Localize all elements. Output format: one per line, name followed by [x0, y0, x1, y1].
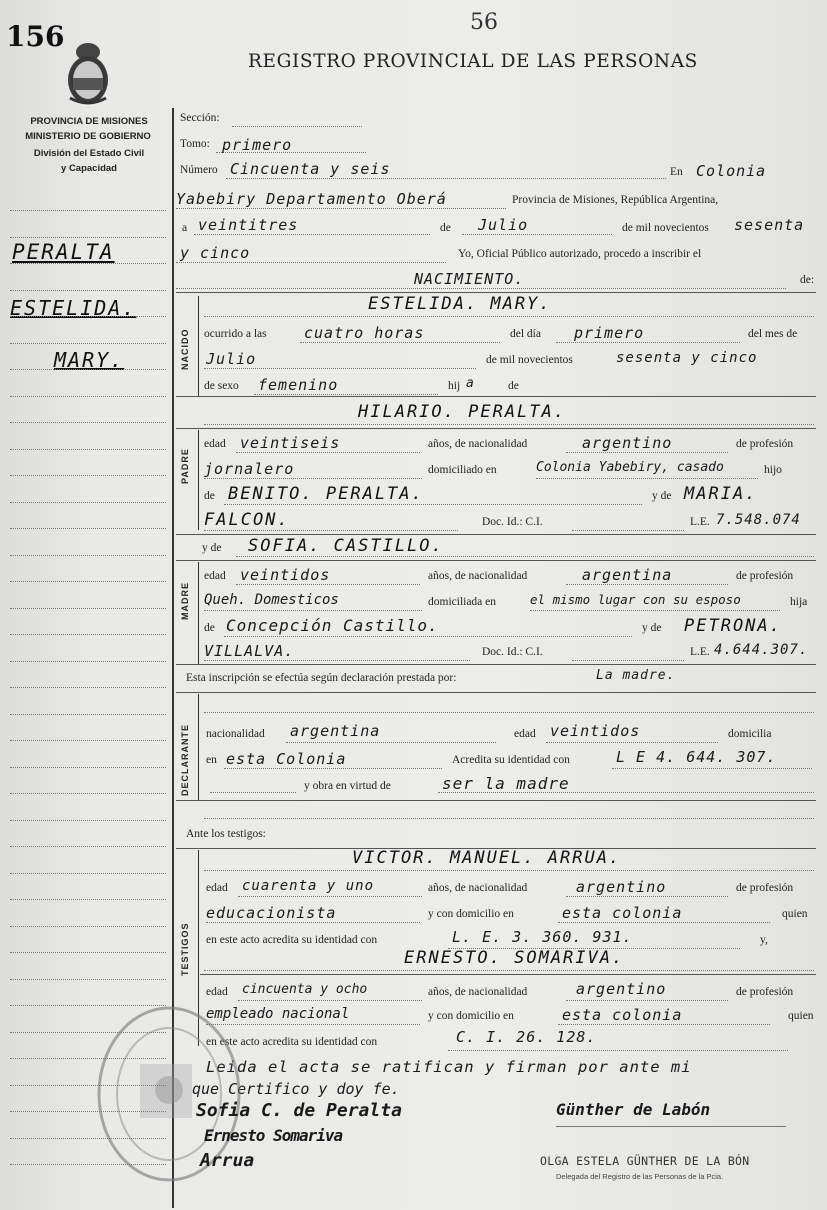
t2-doc: C. I. 26. 128. [456, 1028, 597, 1046]
lugar-line [176, 208, 506, 209]
t1-dom-line [558, 922, 770, 923]
margin-line [10, 952, 166, 953]
t1-edad: cuarenta y uno [242, 878, 375, 894]
ante-testigos: Ante los testigos: [186, 828, 266, 840]
t1-edad-label: edad [206, 882, 228, 894]
decl-edad-label: edad [514, 728, 536, 740]
mes-nac-value: Julio [206, 350, 257, 368]
madre-nombre: SOFIA. CASTILLO. [248, 536, 444, 556]
t2-dom-label: y con domicilio en [428, 1010, 514, 1022]
testigos-label: TESTIGOS [180, 922, 190, 976]
nacido-label: NACIDO [180, 328, 190, 370]
document-title: REGISTRO PROVINCIAL DE LAS PERSONAS [248, 51, 698, 72]
page-number-top: 56 [470, 10, 498, 35]
nacido-top-line [176, 292, 816, 293]
madre-divider [198, 562, 199, 664]
signature-3: Ernesto Somariva [204, 1126, 343, 1145]
padre-prof-label: de profesión [736, 438, 794, 450]
madre-label: MADRE [180, 582, 190, 620]
t2-prof: empleado nacional [206, 1006, 350, 1022]
t1-quien-label: quien [782, 908, 808, 920]
testigo1-line [204, 870, 814, 871]
padre-prof-line [204, 478, 422, 479]
madre-le-label: L.E. [690, 646, 710, 658]
padre-divider [198, 430, 199, 530]
hijo-label: hijo [764, 464, 782, 476]
anio-2: y cinco [180, 244, 251, 262]
margin-line [10, 1032, 166, 1033]
margin-line [10, 1058, 166, 1059]
t2-doc-line [448, 1050, 788, 1051]
left-header-line2: MINISTERIO DE GOBIERNO [25, 131, 151, 142]
madre-nac-line [566, 584, 728, 585]
cierre-1: Leida el acta se ratifican y firman por ante mi [206, 1058, 692, 1076]
sexo-line [254, 394, 438, 395]
decl-dash-line [210, 792, 296, 793]
y-de-madre-label: y de [202, 542, 222, 554]
y-de-label: y de [652, 490, 672, 502]
abuelo: BENITO. PERALTA. [228, 484, 424, 504]
t2-nac-line [566, 1000, 728, 1001]
hij-suffix: a [466, 376, 475, 391]
madre-bottom-line [176, 664, 816, 665]
margin-line [10, 369, 166, 370]
t1-prof-line [206, 922, 420, 923]
abuela-m-1: PETRONA. [684, 616, 782, 636]
margin-line [10, 634, 166, 635]
declarante-blank-line [204, 712, 814, 713]
a-label: a [182, 222, 188, 234]
padre-edad-line [236, 452, 420, 453]
margin-line [10, 1164, 166, 1165]
padre-nac-line [566, 452, 728, 453]
dia-nac-line [556, 342, 740, 343]
t2-nac: argentino [576, 980, 667, 998]
margin-line [10, 210, 166, 211]
abuela-1: MARIA. [684, 484, 758, 504]
margin-line [10, 502, 166, 503]
sexo-value: femenino [258, 376, 339, 394]
de-mil-label: de mil novecientos [622, 222, 709, 234]
nombre-value: ESTELIDA. MARY. [368, 294, 552, 314]
acto-value: NACIMIENTO. [414, 270, 525, 288]
t2-dom-line [558, 1024, 770, 1025]
padre-ci-line [572, 530, 684, 531]
dia-line [194, 234, 430, 235]
coat-of-arms-icon [60, 38, 116, 108]
margin-line [10, 740, 166, 741]
margin-line [10, 1111, 166, 1112]
t1-acto-label: en este acto acredita su identidad con [206, 934, 378, 946]
margin-line [10, 608, 166, 609]
madre-ci-line [572, 660, 684, 661]
inscripcion-text: Esta inscripción se efectúa según declaración prestada por: [186, 672, 457, 684]
margin-line [10, 290, 166, 291]
declarante-top-line [176, 692, 816, 693]
decl-dom-line [224, 768, 442, 769]
de-madre-pre-label: de [204, 622, 215, 634]
del-dia-label: del día [510, 328, 541, 340]
t1-nac-label: años, de nacionalidad [428, 882, 528, 894]
margin-line [10, 899, 166, 900]
padre-nac-label: años, de nacionalidad [428, 438, 528, 450]
abuelo-m: Concepción Castillo. [226, 616, 439, 635]
abuela-m-2: VILLALVA. [204, 642, 295, 660]
decl-nac: argentina [290, 722, 381, 740]
anio2-line [176, 262, 446, 263]
madre-prof-label: de profesión [736, 570, 794, 582]
hora-value: cuatro horas [304, 324, 425, 342]
dia-nac-value: primero [574, 324, 645, 342]
del-mes-label: del mes de [748, 328, 798, 340]
decl-doc: L E 4. 644. 307. [616, 748, 777, 766]
madre-nombre-line [236, 556, 814, 557]
signature-2: Günther de Labón [556, 1100, 711, 1119]
mes-line [462, 234, 612, 235]
hija-label: hija [790, 596, 808, 608]
margin-line [10, 1085, 166, 1086]
mes-nac-line [204, 368, 476, 369]
anio-nac-value: sesenta y cinco [616, 350, 758, 366]
margin-line [10, 528, 166, 529]
provincia-text: Provincia de Misiones, República Argentina, [512, 194, 719, 206]
t1-prof-label: de profesión [736, 882, 794, 894]
margin-line [10, 396, 166, 397]
margin-line [10, 422, 166, 423]
padre-prof: jornalero [204, 460, 295, 478]
madre-nac-label: años, de nacionalidad [428, 570, 528, 582]
left-header-line1: PROVINCIA DE MISIONES [30, 116, 148, 127]
abuelo-m-line [224, 636, 632, 637]
margin-line [10, 714, 166, 715]
padre-doc-label: Doc. Id.: C.I. [482, 516, 543, 528]
madre-edad-line [236, 584, 420, 585]
padre-le-label: L.E. [690, 516, 710, 528]
decl-nac-label: nacionalidad [206, 728, 265, 740]
t1-nac: argentino [576, 878, 667, 896]
testigo2-section-line [200, 974, 816, 975]
t2-edad-label: edad [206, 986, 228, 998]
padre-bottom-line [176, 534, 816, 535]
decl-en-label: en [206, 754, 217, 766]
margin-line [10, 820, 166, 821]
padre-edad-label: edad [204, 438, 226, 450]
de-mil2-label: de mil novecientos [486, 354, 573, 366]
madre-edad: veintidos [240, 566, 331, 584]
cierre-2: que Certifico y doy fe. [192, 1080, 400, 1098]
testigo2: ERNESTO. SOMARIVA. [404, 948, 625, 968]
declarante-value: La madre. [596, 668, 676, 683]
margin-line [10, 926, 166, 927]
t2-prof-label: de profesión [736, 986, 794, 998]
de-sexo-label: de sexo [204, 380, 239, 392]
signature-1: Sofia C. de Peralta [196, 1100, 402, 1121]
padre-le: 7.548.074 [716, 512, 801, 528]
blank-line-1 [204, 818, 814, 819]
nacido-divider [198, 296, 199, 396]
ocurrido-label: ocurrido a las [204, 328, 267, 340]
madre-dom-label: domiciliada en [428, 596, 497, 608]
yo-text: Yo, Oficial Público autorizado, procedo a inscribir el [458, 248, 702, 260]
t2-nac-label: años, de nacionalidad [428, 986, 528, 998]
madre-edad-label: edad [204, 570, 226, 582]
testigo1: VICTOR. MANUEL. ARRUA. [352, 848, 622, 868]
official-name: OLGA ESTELA GÜNTHER DE LA BÓN [540, 1154, 750, 1168]
padre-label: PADRE [180, 448, 190, 484]
madre-prof-line [204, 610, 422, 611]
t1-dom-label: y con domicilio en [428, 908, 514, 920]
padre-section-line [176, 428, 816, 429]
nombre-line [204, 316, 814, 317]
padre-dom-line [536, 478, 758, 479]
t1-edad-line [238, 896, 422, 897]
madre-dom: el mismo lugar con su esposo [530, 592, 741, 607]
margin-line [10, 343, 166, 344]
lugar-1: Colonia [696, 162, 767, 180]
abuelo-line [224, 504, 642, 505]
t1-dom: esta colonia [562, 904, 683, 922]
decl-doc-line [612, 768, 812, 769]
margin-line [10, 1005, 166, 1006]
numero-label: Número [180, 164, 218, 176]
margin-line [10, 449, 166, 450]
y-coma-label: y, [760, 934, 768, 946]
margin-line [10, 767, 166, 768]
acto-line [176, 288, 786, 289]
hora-line [300, 342, 500, 343]
declarante-label: DECLARANTE [180, 724, 190, 796]
official-title: Delegada del Registro de las Personas de la Pcia. [556, 1172, 724, 1181]
signature-4: Arrua [200, 1150, 255, 1171]
page-number-left: 156 [6, 20, 65, 53]
mes-value: Julio [478, 216, 529, 234]
numero-line [226, 178, 666, 179]
margin-line [10, 316, 166, 317]
seccion-label: Sección: [180, 112, 220, 124]
madre-nac: argentina [582, 566, 673, 584]
de-label: de [440, 222, 451, 234]
t2-edad: cincuenta y ocho [242, 982, 368, 997]
abuela-m2-line [204, 660, 470, 661]
madre-le: 4.644.307. [714, 642, 809, 658]
lugar-2: Yabebiry Departamento Oberá [176, 190, 447, 208]
official-signature-line [556, 1126, 786, 1127]
de2-label: de [508, 380, 519, 392]
padre-edad: veintiseis [240, 434, 341, 452]
seccion-line [232, 126, 362, 127]
madre-section-line [176, 560, 816, 561]
abuela2-line [204, 530, 458, 531]
obra-label: y obra en virtud de [304, 780, 391, 792]
margin-line [10, 555, 166, 556]
de-colon-label: de: [800, 274, 815, 286]
acredita-label: Acredita su identidad con [452, 754, 570, 766]
margin-line [10, 581, 166, 582]
t1-nac-line [566, 896, 728, 897]
declarante-bottom-line [176, 800, 816, 801]
madre-dom-line [530, 610, 780, 611]
de-pre-label: de [204, 490, 215, 502]
decl-edad-line [546, 742, 718, 743]
margin-given-name-2: MARY. [54, 348, 125, 372]
en-label: En [670, 166, 683, 178]
decl-dom: esta Colonia [226, 750, 347, 768]
margin-line [10, 687, 166, 688]
t2-quien-label: quien [788, 1010, 814, 1022]
padre-nombre: HILARIO. PERALTA. [358, 402, 566, 422]
left-header-line3: División del Estado Civil [33, 148, 145, 159]
declarante-divider [198, 694, 199, 800]
dia-value: veintitres [198, 216, 299, 234]
margin-line [10, 873, 166, 874]
margin-line [10, 237, 166, 238]
t2-edad-line [238, 1000, 422, 1001]
margin-line [10, 263, 166, 264]
y-de-m-label: y de [642, 622, 662, 634]
testigo2-line [204, 970, 814, 971]
abuela-2: FALCON. [204, 510, 290, 530]
tomo-value: primero [222, 136, 293, 154]
hij-label: hij [448, 380, 461, 392]
margin-line [10, 979, 166, 980]
margin-line [10, 793, 166, 794]
decl-edad: veintidos [550, 722, 641, 740]
t1-prof: educacionista [206, 904, 337, 922]
left-header-line4: y Capacidad [61, 163, 117, 174]
t1-doc: L. E. 3. 360. 931. [452, 928, 633, 946]
numero-value: Cincuenta y seis [230, 160, 391, 178]
decl-virtud: ser la madre [442, 774, 570, 793]
t2-acto-label: en este acto acredita su identidad con [206, 1036, 378, 1048]
margin-line [10, 846, 166, 847]
anio-1: sesenta [734, 216, 805, 234]
domicilia-label: domicilia [728, 728, 772, 740]
margin-given-name-1: ESTELIDA. [10, 296, 137, 320]
madre-prof: Queh. Domesticos [204, 592, 339, 608]
margin-line [10, 1138, 166, 1139]
madre-doc-label: Doc. Id.: C.I. [482, 646, 543, 658]
padre-dom: Colonia Yabebiry, casado [536, 460, 724, 475]
margin-surname: PERALTA [12, 240, 115, 264]
decl-nac-line [286, 742, 496, 743]
padre-nombre-line [204, 424, 814, 425]
padre-dom-label: domiciliado en [428, 464, 497, 476]
margin-line [10, 475, 166, 476]
margin-line [10, 661, 166, 662]
t2-dom: esta colonia [562, 1006, 683, 1024]
padre-nac: argentino [582, 434, 673, 452]
tomo-label: Tomo: [180, 138, 210, 150]
padre-top-line [176, 396, 816, 397]
